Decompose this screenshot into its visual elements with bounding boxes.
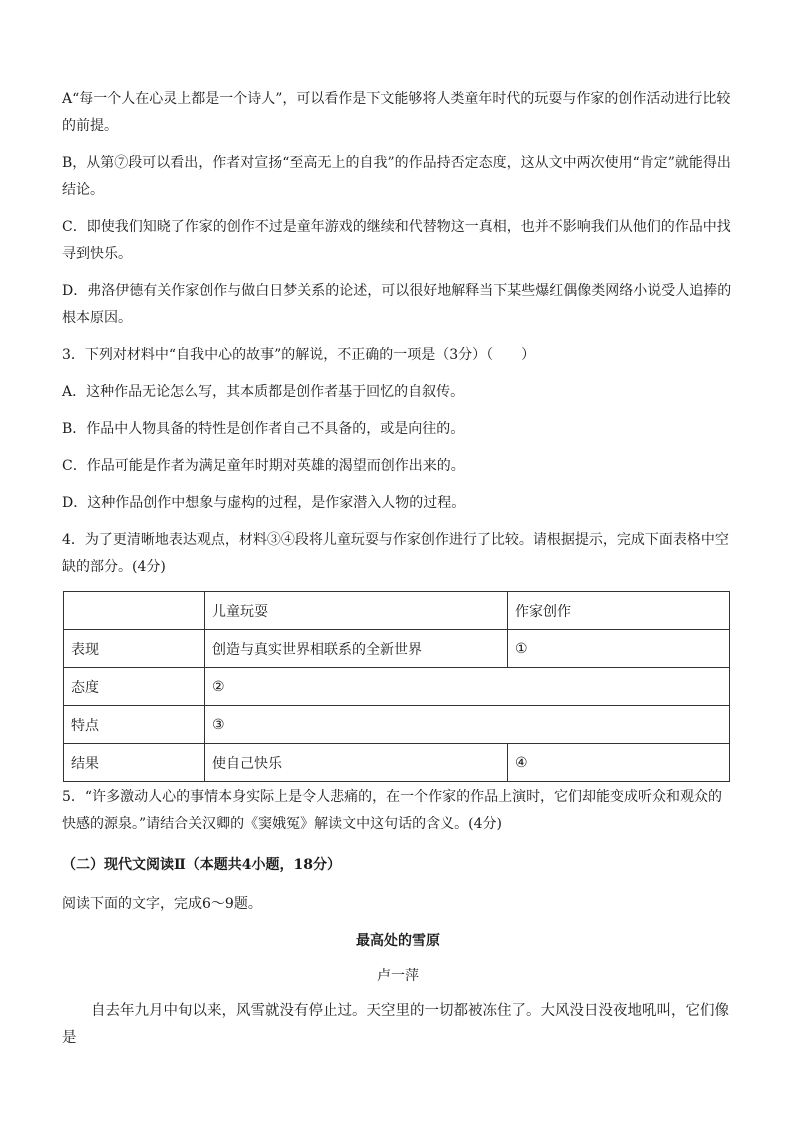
table-cell: ④ [508,744,730,782]
table-row [64,630,730,668]
q2-option-d: D．弗洛伊德有关作家创作与做白日梦关系的论述，可以很好地解释当下某些爆红偶像类网络小说受人追捧的根本原因。 [62,283,732,326]
q3-option-c: C．作品可能是作者为满足童年时期对英雄的渴望而创作出来的。 [62,458,465,474]
table-cell: 态度 [64,668,205,706]
table-cell [64,592,205,630]
q3-option-b: B．作品中人物具备的特性是创作者自己不具备的，或是向往的。 [62,421,465,437]
article-author: 卢一萍 [377,968,419,984]
section-heading: （二）现代文阅读Ⅱ（本题共4小题，18分） [62,857,342,873]
table-cell: ② [205,668,730,706]
q3-option-a: A．这种作品无论怎么写，其本质都是创作者基于回忆的自叙传。 [62,384,465,400]
reading-instruction: 阅读下面的文字，完成6～9题。 [62,896,262,912]
table-header-row [64,592,730,630]
q2-option-c: C．即使我们知晓了作家的创作不过是童年游戏的继续和代替物这一真相，也并不影响我们从他们的作品中找寻到快乐。 [62,219,731,262]
table-row [64,744,730,782]
table-cell: 表现 [64,630,205,668]
table-row [64,668,730,706]
q2-option-b: B，从第⑦段可以看出，作者对宣扬“至高无上的自我”的作品持否定态度，这从文中两次使用“肯定”就能得出结论。 [62,155,731,198]
q2-option-a: A“每一个人在心灵上都是一个诗人”，可以看作是下文能够将人类童年时代的玩耍与作家的创作活动进行比较的前提。 [62,91,731,134]
table-cell: ① [508,630,730,668]
article-title: 最高处的雪原 [356,933,440,949]
q4-stem: 4．为了更清晰地表达观点，材料③④段将儿童玩耍与作家创作进行了比较。请根据提示，完成下面表格中空缺的部分。(4分) [62,532,729,575]
table-row [64,706,730,744]
table-cell: 作家创作 [508,592,730,630]
q3-option-d: D．这种作品创作中想象与虚构的过程，是作家潜入人物的过程。 [62,495,466,511]
table-cell: 结果 [64,744,205,782]
table-cell: 特点 [64,706,205,744]
q5-stem: 5．“许多激动人心的事情本身实际上是令人悲痛的，在一个作家的作品上演时，它们却能变成听众和观众的快感的源泉。”请结合关汉卿的《窦娥冤》解读文中这句话的含义。(4分) [62,789,723,832]
document-page [62,86,734,1052]
table-cell: 儿童玩耍 [205,592,508,630]
table-cell: 创造与真实世界相联系的全新世界 [205,630,508,668]
q3-stem: 3．下列对材料中“自我中心的故事”的解说，不正确的一项是（3分）（ ） [62,347,536,363]
article-first-line: 自去年九月中旬以来，风雪就没有停止过。天空里的一切都被冻住了。大风没日没夜地吼叫，它们像是 [62,1003,729,1046]
table-cell: 使自己快乐 [205,744,508,782]
comparison-table [63,591,730,782]
table-cell: ③ [205,706,730,744]
